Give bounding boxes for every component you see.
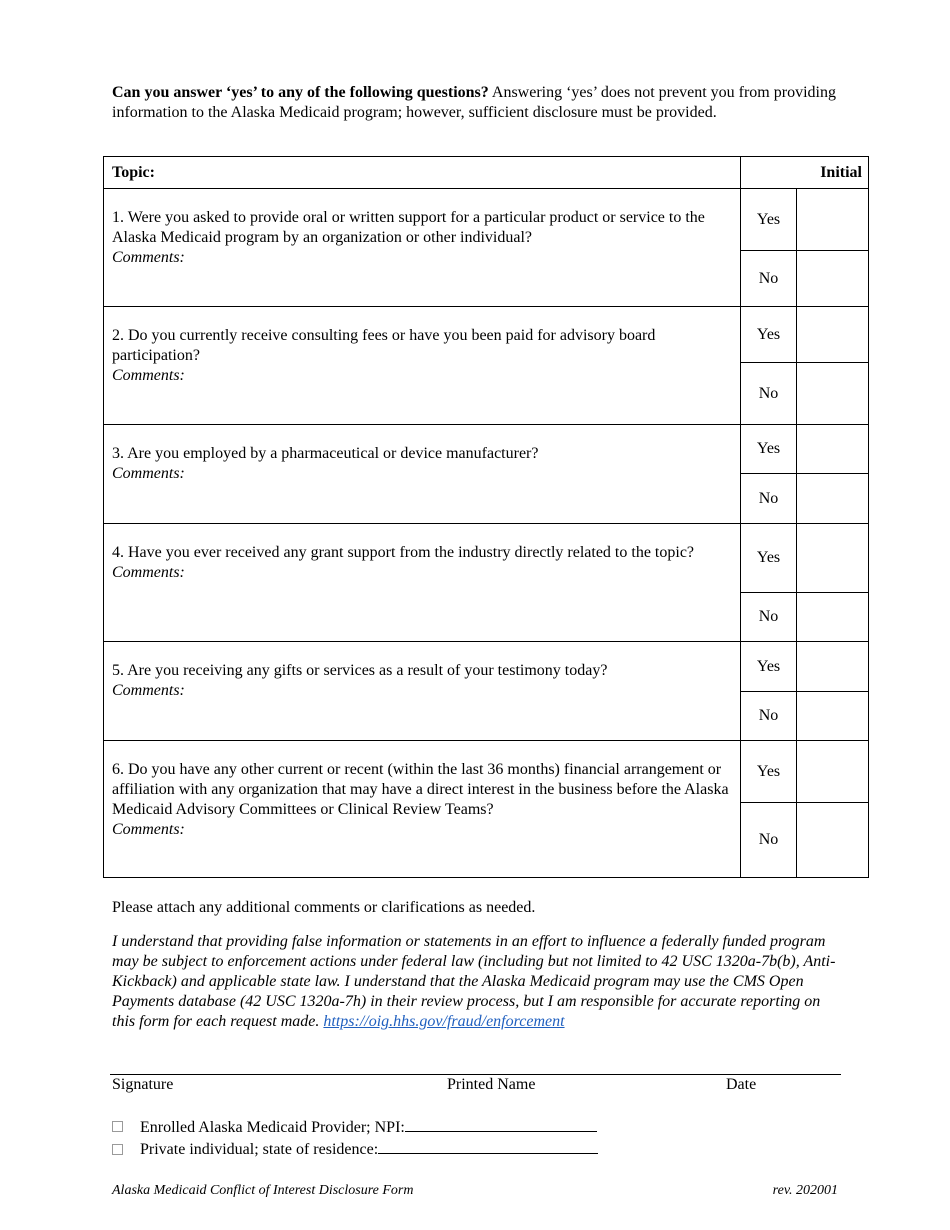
question-3-no-initial-field[interactable] (797, 474, 869, 524)
question-6-no-initial-field[interactable] (797, 803, 869, 878)
question-5-yes-initial-field[interactable] (797, 642, 869, 692)
question-4-no-initial-field[interactable] (797, 593, 869, 642)
intro-text: Answering ‘yes’ does not prevent you from providing information to the Alaska Medicaid program; however, sufficient disclosure must be provided. (112, 84, 836, 121)
private-option-label: Private individual; state of residence: (140, 1141, 379, 1158)
question-6-no-label: No (741, 803, 797, 878)
question-1-no-initial-field[interactable] (797, 251, 869, 307)
question-1-yes-initial-field[interactable] (797, 189, 869, 251)
question-1-text: 1. Were you asked to provide oral or written support for a particular product or service to the Alaska Medicaid program by an organization or other individual? (112, 209, 705, 246)
intro-question: Can you answer ‘yes’ to any of the following questions? (112, 84, 489, 101)
question-1-comments-label: Comments: (112, 249, 185, 266)
question-4-comments-label: Comments: (112, 564, 185, 581)
header-blank (741, 157, 797, 189)
question-5 (104, 642, 741, 741)
attach-note: Please attach any additional comments or clarifications as needed. (112, 899, 536, 916)
question-1-no-label: No (741, 251, 797, 307)
date-label: Date (726, 1076, 757, 1093)
disclosure-table (103, 156, 869, 878)
provider-checkbox[interactable] (112, 1121, 123, 1132)
provider-option (140, 1117, 597, 1137)
question-2-yes-label: Yes (741, 307, 797, 363)
question-6-yes-initial-field[interactable] (797, 741, 869, 803)
signature-label: Signature (112, 1076, 174, 1093)
question-3-text: 3. Are you employed by a pharmaceutical or device manufacturer? (112, 445, 539, 462)
question-2-no-label: No (741, 363, 797, 425)
question-2-yes-row (104, 307, 869, 363)
printed-name-label: Printed Name (447, 1076, 536, 1093)
question-3-yes-row (104, 425, 869, 474)
attestation-statement (112, 932, 847, 1032)
footer-form-title: Alaska Medicaid Conflict of Interest Disclosure Form (112, 1183, 414, 1198)
question-5-text: 5. Are you receiving any gifts or services as a result of your testimony today? (112, 662, 608, 679)
question-4-yes-row (104, 524, 869, 593)
private-option (140, 1139, 598, 1159)
question-6 (104, 741, 741, 878)
npi-field[interactable] (405, 1117, 597, 1132)
question-1 (104, 189, 741, 307)
question-6-yes-label: Yes (741, 741, 797, 803)
question-5-yes-label: Yes (741, 642, 797, 692)
question-3 (104, 425, 741, 524)
initial-header: Initial (797, 157, 869, 189)
question-6-yes-row (104, 741, 869, 803)
question-4-no-label: No (741, 593, 797, 642)
question-1-yes-label: Yes (741, 189, 797, 251)
question-3-yes-initial-field[interactable] (797, 425, 869, 474)
question-2-yes-initial-field[interactable] (797, 307, 869, 363)
enforcement-link[interactable]: https://oig.hhs.gov/fraud/enforcement (323, 1013, 565, 1030)
question-4-text: 4. Have you ever received any grant support from the industry directly related to the topic? (112, 544, 695, 561)
question-5-yes-row (104, 642, 869, 692)
question-5-comments-label: Comments: (112, 682, 185, 699)
provider-option-label: Enrolled Alaska Medicaid Provider; NPI: (140, 1119, 405, 1136)
question-4-yes-initial-field[interactable] (797, 524, 869, 593)
question-2-text: 2. Do you currently receive consulting fees or have you been paid for advisory board participation? (112, 327, 656, 364)
question-3-comments-label: Comments: (112, 465, 185, 482)
question-5-no-initial-field[interactable] (797, 692, 869, 741)
question-6-comments-label: Comments: (112, 821, 185, 838)
footer-revision: rev. 202001 (772, 1183, 838, 1198)
question-2 (104, 307, 741, 425)
question-3-no-label: No (741, 474, 797, 524)
attestation-text: I understand that providing false information or statements in an effort to influence a federally funded program may be subject to enforcement actions under federal law (including but not limited to 42 USC 1320a-7b(b), Anti-Kickback) and applicable state law. I understand that the Alaska Medicaid program may use the CMS Open Payments database (42 USC 1320a-7h) in their review process, but I am responsible for accurate reporting on this form for each request made. (112, 933, 836, 1030)
question-3-yes-label: Yes (741, 425, 797, 474)
question-5-no-label: No (741, 692, 797, 741)
table-header-row (104, 157, 869, 189)
state-of-residence-field[interactable] (378, 1139, 598, 1154)
question-2-comments-label: Comments: (112, 367, 185, 384)
question-1-yes-row (104, 189, 869, 251)
signature-line[interactable] (110, 1074, 841, 1075)
topic-header: Topic: (104, 157, 741, 189)
intro-paragraph (112, 83, 847, 123)
question-2-no-initial-field[interactable] (797, 363, 869, 425)
question-4-yes-label: Yes (741, 524, 797, 593)
question-6-text: 6. Do you have any other current or recent (within the last 36 months) financial arrangement or affiliation with any organization that may have a direct interest in the business before the Alaska Medicaid Advisory Committees or Clinical Review Teams? (112, 761, 729, 818)
private-checkbox[interactable] (112, 1144, 123, 1155)
question-4 (104, 524, 741, 642)
